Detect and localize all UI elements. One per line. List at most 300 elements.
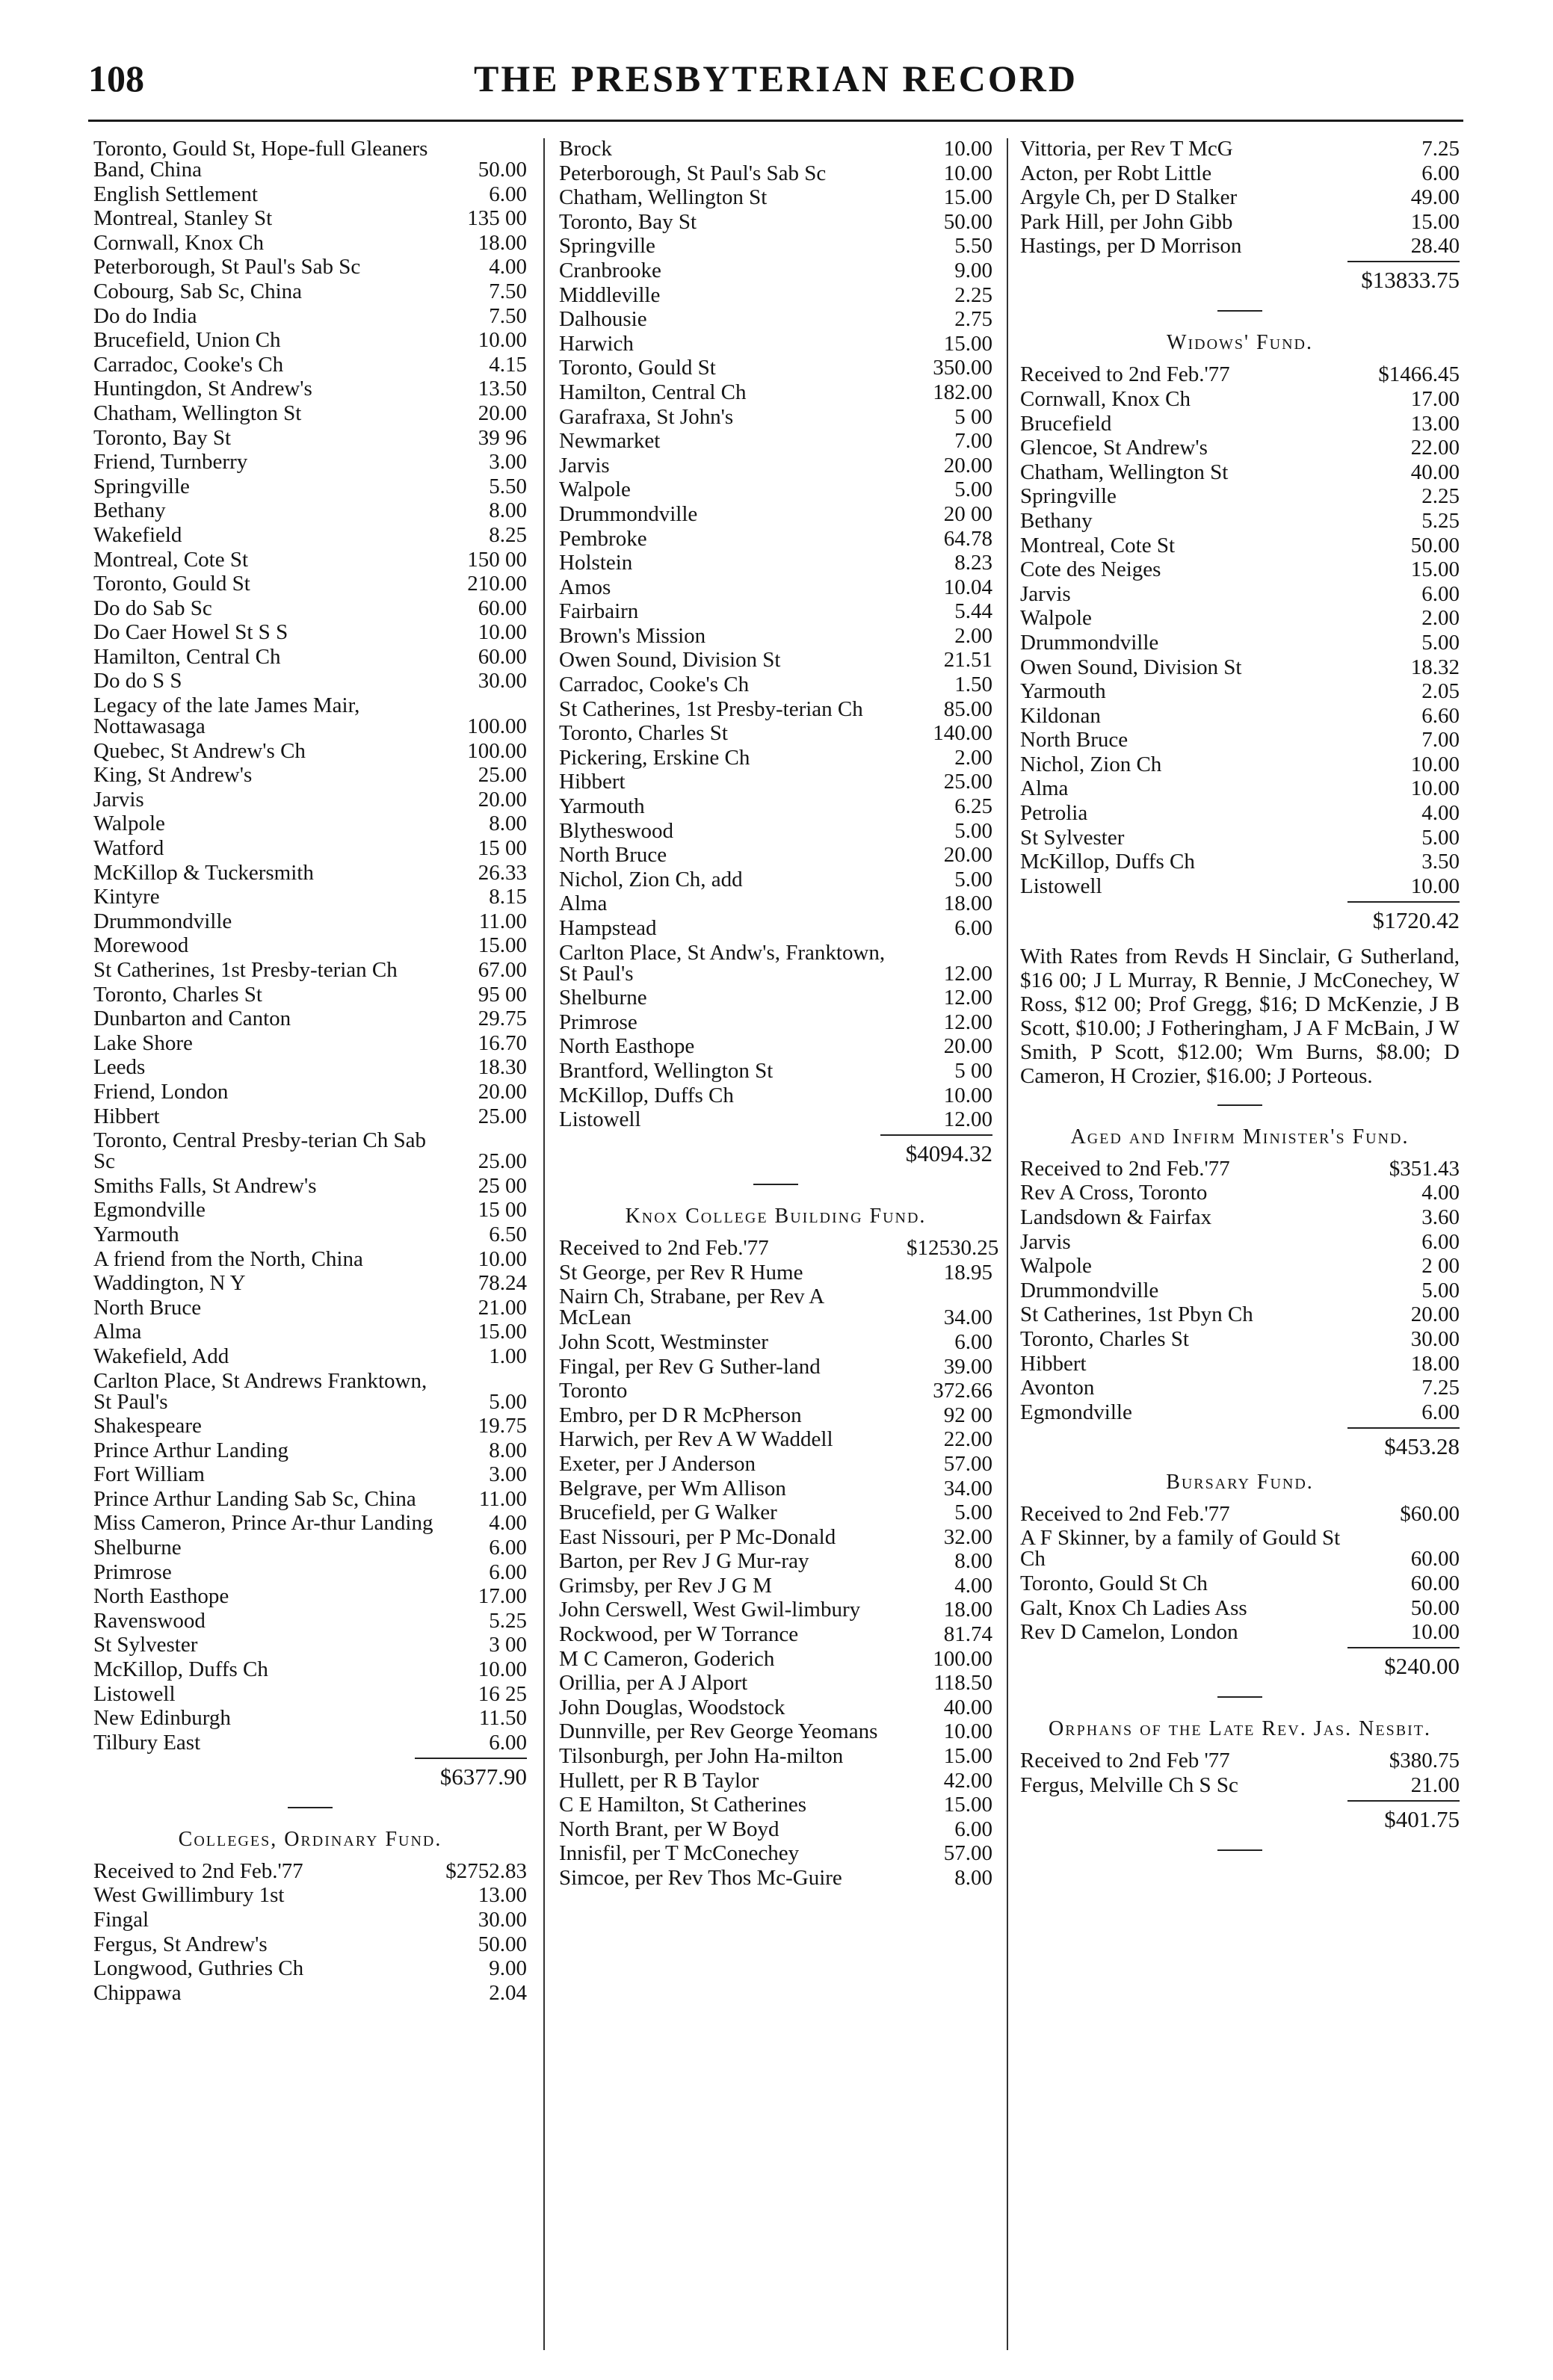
entry-name: Rev D Camelon, London (1020, 1620, 1238, 1645)
entry-name: Primrose (93, 1560, 172, 1584)
ledger-entry (93, 598, 527, 619)
entry-name: Montreal, Cote St (1020, 533, 1176, 557)
entry-name: Jarvis (559, 453, 610, 477)
ledger-entry (1020, 234, 1460, 259)
entry-amount: 3.50 (1421, 850, 1460, 874)
entry-name: Tilbury East (93, 1730, 201, 1755)
ledger-entry (93, 1106, 527, 1127)
entry-name: Simcoe, per Rev Thos Mc-Guire (559, 1866, 842, 1890)
ledger-entry (1020, 1402, 1460, 1423)
ledger-entry (93, 450, 527, 475)
total-amount: $453.28 (1347, 1427, 1460, 1460)
entry-name: Hampstead (559, 916, 657, 940)
ledger-entry (559, 528, 992, 549)
entry-name: Jarvis (1020, 1229, 1071, 1254)
ledger-entry (559, 1085, 992, 1106)
entry-name: Springville (1020, 484, 1117, 509)
total-amount: $4094.32 (880, 1134, 992, 1167)
ledger-entry (93, 1224, 527, 1245)
note-paragraph: With Rates from Revds H Sinclair, G Sutherland, $16 00; J L Murray, R Bennie, J McConechey, W Ross, $12 00; Prof Gregg, $16; D McKenzie, J B Scott, $10.00; J Fotheringham, J A F McBain, J W Smith, P Scott, $12.00; Wm Burns, $8.00; D Cameron, H Crozier, $16.00; J Porteous. (1020, 944, 1460, 1088)
ledger-entry (93, 813, 527, 834)
ledger-entry (93, 1586, 527, 1607)
entry-name: Nairn Ch, Strabane, per Rev A McLean (559, 1285, 824, 1330)
ledger-entry (93, 1958, 527, 1979)
entry-amount: 50.00 (478, 158, 527, 182)
ledger-entry (559, 1721, 992, 1742)
entry-name: Grimsby, per Rev J G M (559, 1573, 772, 1598)
entry-amount: 5.00 (1421, 825, 1460, 850)
column-2 (559, 137, 999, 1892)
entry-amount: 7.25 (1421, 137, 1460, 161)
entry-name: Cote des Neiges (1020, 557, 1161, 582)
entry-name: Smiths Falls, St Andrew's (93, 1173, 317, 1198)
ledger-entry (559, 601, 992, 622)
ledger-entry (93, 476, 527, 497)
entry-name: Prince Arthur Landing Sab Sc, China (93, 1486, 416, 1511)
ledger-entry (559, 747, 992, 768)
entry-amount: 7.00 (954, 429, 992, 454)
entry-amount: 10.00 (478, 328, 527, 353)
ledger-entry (559, 1329, 992, 1354)
entry-name: Yarmouth (1020, 679, 1106, 704)
entry-name: Walpole (1020, 1254, 1092, 1279)
ledger-entry (93, 1982, 527, 2003)
ledger-entry (559, 1478, 992, 1499)
ledger-entry (1020, 606, 1460, 631)
ledger-entry (1020, 413, 1460, 434)
entry-amount: $351.43 (1389, 1156, 1460, 1181)
entry-name: West Gwillimbury 1st (93, 1883, 285, 1908)
entry-name: East Nissouri, per P Mc-Donald (559, 1524, 836, 1549)
entry-amount: 2.75 (954, 307, 992, 332)
entry-amount: 6.50 (489, 1222, 527, 1246)
entry-name: Middleville (559, 282, 661, 307)
entry-name: Do Caer Howel St S S (93, 620, 288, 645)
ledger-entry (1020, 705, 1460, 726)
entry-amount: 10.04 (943, 575, 992, 599)
entry-name: Received to 2nd Feb.'77 (559, 1236, 769, 1261)
entry-amount: 25.00 (943, 770, 992, 794)
ledger-entry (93, 1909, 527, 1930)
entry-name: Springville (93, 474, 190, 498)
ledger-entry (559, 648, 992, 673)
ledger-entry (1020, 1595, 1460, 1620)
ledger-entry (559, 625, 992, 646)
entry-amount: 2.05 (1421, 679, 1460, 704)
entry-name: John Cerswell, West Gwil-limbury (559, 1598, 861, 1622)
ledger-entry (559, 479, 992, 500)
ledger-entry (1020, 1772, 1460, 1797)
section-heading: Aged and Infirm Minister's Fund. (1070, 1125, 1410, 1149)
entry-name: Drummondville (559, 501, 698, 526)
entry-name: Walpole (1020, 606, 1092, 631)
ledger-entry (1020, 632, 1460, 653)
entry-name: McKillop, Duffs Ch (559, 1083, 734, 1107)
entry-amount: 20 00 (943, 501, 992, 526)
entry-amount: 78.24 (478, 1271, 527, 1296)
ledger-entry (559, 869, 992, 890)
entry-amount: 5.25 (489, 1608, 527, 1633)
ledger-entry (93, 1562, 527, 1583)
entry-amount: 6.00 (954, 1329, 992, 1354)
total-amount: $401.75 (1347, 1800, 1460, 1833)
entry-name: Nichol, Zion Ch (1020, 752, 1162, 776)
entry-amount: 21.51 (943, 648, 992, 673)
ledger-entry (559, 1624, 992, 1645)
ledger-entry (93, 1370, 527, 1412)
entry-amount: 15.00 (943, 1744, 992, 1769)
section-heading: Orphans of the Late Rev. Jas. Nesbit. (1049, 1717, 1431, 1741)
entry-name: Yarmouth (559, 794, 645, 819)
entry-amount: 10.00 (943, 137, 992, 161)
entry-amount: 12.00 (943, 986, 992, 1010)
entry-name: North Brant, per W Boyd (559, 1817, 779, 1841)
entry-name: Exeter, per J Anderson (559, 1451, 756, 1476)
entry-amount: 18.00 (478, 230, 527, 255)
ledger-entry (559, 163, 992, 184)
entry-name: Hamilton, Central Ch (93, 644, 281, 669)
entry-name: Toronto, Charles St (93, 982, 262, 1007)
entry-name: Innisfil, per T McConechey (559, 1841, 800, 1866)
column-divider (543, 138, 545, 2350)
entry-amount: 5.44 (954, 599, 992, 624)
entry-amount: 140.00 (933, 721, 992, 746)
entry-name: Brucefield, per G Walker (559, 1500, 777, 1525)
entry-amount: $380.75 (1389, 1749, 1460, 1773)
entry-amount: 2.25 (1421, 484, 1460, 509)
entry-name: Toronto, Charles St (559, 721, 728, 746)
entry-amount: 11.00 (478, 1486, 527, 1511)
entry-amount: 3 00 (489, 1633, 527, 1657)
entry-name: Egmondville (93, 1198, 206, 1223)
entry-amount: 18.32 (1410, 655, 1460, 679)
entry-name: Alma (1020, 776, 1069, 801)
entry-name: Harwich, per Rev A W Waddell (559, 1427, 833, 1452)
ledger-entry (93, 1030, 527, 1055)
ledger-entry (93, 911, 527, 932)
entry-amount: 1.00 (489, 1344, 527, 1368)
ledger-entry (93, 549, 527, 570)
entry-amount: 10.00 (943, 1083, 992, 1107)
entry-name: Alma (559, 891, 608, 916)
entry-amount: 10.00 (1410, 752, 1460, 776)
entry-name: Chatham, Wellington St (559, 185, 768, 210)
entry-name: Toronto, Bay St (93, 425, 232, 450)
ledger-entry (93, 573, 527, 594)
ledger-entry (559, 382, 992, 403)
entry-name: Rev A Cross, Toronto (1020, 1181, 1208, 1205)
entry-name: Kintyre (93, 885, 160, 909)
ledger-entry (559, 211, 992, 232)
ledger-entry (1020, 138, 1460, 159)
entry-amount: 20.00 (943, 453, 992, 477)
entry-name: Prince Arthur Landing (93, 1438, 288, 1462)
entry-amount: 10.00 (478, 1657, 527, 1682)
ledger-entry (1020, 657, 1460, 678)
entry-amount: 5.00 (1421, 1278, 1460, 1302)
entry-name: Do do India (93, 303, 197, 328)
entry-name: Petrolia (1020, 801, 1088, 826)
ledger-entry (93, 1346, 527, 1367)
ledger-entry (559, 1060, 992, 1081)
ledger-entry (93, 281, 527, 302)
entry-amount: 57.00 (943, 1841, 992, 1866)
ledger-entry (93, 1440, 527, 1461)
entry-amount: 5.00 (954, 1500, 992, 1525)
entry-amount: 6.00 (489, 1536, 527, 1560)
entry-name: Hamilton, Central Ch (559, 380, 747, 404)
ledger-entry (93, 1130, 527, 1172)
column-1 (93, 138, 527, 2006)
ledger-entry (559, 1575, 992, 1596)
ledger-entry (1020, 386, 1460, 411)
ledger-entry (559, 987, 992, 1008)
ledger-entry (559, 260, 992, 281)
entry-amount: 7.50 (489, 303, 527, 328)
entry-name: Toronto, Bay St (559, 209, 697, 234)
entry-name: Glencoe, St Andrew's (1020, 436, 1208, 460)
entry-amount: 150 00 (467, 547, 527, 572)
entry-amount: 7.00 (1421, 728, 1460, 752)
ledger-entry (93, 886, 527, 907)
entry-name: Listowell (93, 1681, 176, 1706)
entry-name: Do do Sab Sc (93, 596, 212, 620)
entry-name: Owen Sound, Division St (559, 648, 781, 673)
entry-amount: 34.00 (943, 1305, 992, 1330)
entry-amount: 15.00 (1410, 557, 1460, 582)
ledger-entry (1020, 581, 1460, 606)
entry-name: North Easthope (559, 1034, 695, 1059)
ledger-entry (93, 1537, 527, 1558)
entry-name: McKillop & Tuckersmith (93, 860, 314, 885)
ledger-entry (93, 256, 527, 277)
entry-amount: 22.00 (943, 1427, 992, 1452)
ledger-entry (1020, 681, 1460, 702)
entry-name: Brucefield (1020, 411, 1112, 436)
entry-name: St Catherines, 1st Presby-terian Ch (559, 696, 863, 721)
ledger-entry (1020, 486, 1460, 507)
entry-name: A F Skinner, by a family of Gould St Ch (1020, 1526, 1341, 1571)
ledger-entry (559, 1867, 992, 1888)
entry-name: Fergus, Melville Ch S Sc (1020, 1772, 1238, 1797)
ledger-entry (559, 1356, 992, 1377)
entry-amount: 372.66 (933, 1379, 992, 1403)
entry-amount: 19.75 (478, 1414, 527, 1438)
ledger-entry (1020, 437, 1460, 458)
ledger-entry (93, 1858, 527, 1883)
entry-amount: 5.00 (954, 818, 992, 843)
entry-amount: 2 00 (1421, 1254, 1460, 1279)
entry-name: St Catherines, 1st Presby-terian Ch (93, 958, 398, 982)
entry-amount: 11.00 (478, 909, 527, 933)
column-divider (1007, 138, 1008, 2350)
ledger-entry (93, 1486, 527, 1511)
entry-name: Blytheswood (559, 818, 674, 843)
ledger-entry (93, 328, 527, 353)
entry-amount: 60.00 (1410, 1547, 1460, 1571)
ledger-entry (93, 935, 527, 956)
entry-name: Ravenswood (93, 1608, 206, 1633)
entry-name: Montreal, Cote St (93, 547, 249, 572)
entry-amount: 6.00 (954, 1817, 992, 1841)
entry-amount: 10.00 (1410, 776, 1460, 801)
entry-name: Bethany (93, 498, 166, 523)
entry-amount: 8.00 (489, 498, 527, 523)
entry-name: Drummondville (93, 909, 232, 933)
entry-amount: 5.00 (954, 477, 992, 502)
entry-amount: 20.00 (478, 401, 527, 425)
ledger-entry (93, 646, 527, 667)
entry-name: Carradoc, Cooke's Ch (93, 352, 284, 377)
ledger-entry (93, 1057, 527, 1078)
entry-name: Shakespeare (93, 1414, 202, 1438)
entry-amount: 15.00 (943, 1793, 992, 1817)
entry-name: Drummondville (1020, 1278, 1159, 1302)
ledger-entry (559, 1405, 992, 1426)
entry-amount: 25.00 (478, 763, 527, 788)
ledger-entry (559, 1843, 992, 1864)
ledger-entry (1020, 827, 1460, 848)
section-total (93, 1758, 527, 1790)
entry-name: John Douglas, Woodstock (559, 1695, 785, 1719)
ledger-entry (559, 138, 992, 159)
ledger-entry (93, 838, 527, 859)
entry-amount: 50.00 (1410, 533, 1460, 557)
ledger-entry (559, 723, 992, 744)
ledger-entry (93, 1681, 527, 1706)
entry-amount: 4.00 (1421, 1181, 1460, 1205)
ledger-entry (559, 1819, 992, 1840)
entry-amount: 15.00 (943, 331, 992, 356)
entry-amount: 50.00 (478, 1932, 527, 1956)
entry-amount: 29.75 (478, 1007, 527, 1031)
entry-amount: 85.00 (943, 696, 992, 721)
entry-amount: 13.00 (478, 1883, 527, 1908)
entry-name: Carlton Place, St Andw's, Franktown, St Paul's (559, 940, 886, 986)
entry-amount: 4.00 (489, 1511, 527, 1536)
ledger-entry (559, 1453, 992, 1474)
ledger-entry (559, 1746, 992, 1767)
entry-name: Chatham, Wellington St (93, 401, 302, 425)
ledger-entry (559, 187, 992, 208)
ledger-entry (93, 622, 527, 643)
total-amount: $240.00 (1347, 1647, 1460, 1680)
entry-amount: $1466.45 (1378, 362, 1460, 387)
ledger-entry (559, 1770, 992, 1791)
ledger-entry (1020, 535, 1460, 556)
entry-name: Miss Cameron, Prince Ar-thur Landing (93, 1511, 433, 1536)
ledger-entry (559, 357, 992, 378)
entry-name: Garafraxa, St John's (559, 404, 734, 429)
ledger-entry (559, 552, 992, 573)
ledger-entry (559, 771, 992, 792)
entry-amount: 20.00 (478, 1079, 527, 1104)
entry-name: Pembroke (559, 526, 647, 551)
entry-name: Dalhousie (559, 307, 647, 332)
entry-name: Morewood (93, 933, 189, 958)
entry-amount: 5.00 (954, 867, 992, 891)
ledger-entry (1020, 1207, 1460, 1228)
entry-amount: $2752.83 (445, 1858, 527, 1883)
entry-amount: 40.00 (943, 1695, 992, 1719)
ledger-entry (559, 1502, 992, 1523)
ledger-entry (1020, 187, 1460, 208)
entry-amount: 2.25 (954, 282, 992, 307)
entry-name: Wakefield, Add (93, 1344, 229, 1368)
ledger-entry (93, 184, 527, 205)
entry-amount: 210.00 (467, 572, 527, 596)
entry-amount: 2.04 (489, 1980, 527, 2005)
entry-name: Brantford, Wellington St (559, 1058, 774, 1083)
ledger-entry (1020, 1353, 1460, 1374)
ledger-entry (1020, 211, 1460, 232)
ledger-entry (93, 1511, 527, 1536)
entry-amount: 10.00 (478, 620, 527, 645)
entry-amount: 30.00 (1410, 1327, 1460, 1351)
ledger-entry (93, 1659, 527, 1680)
ledger-entry (559, 282, 992, 307)
entry-name: Peterborough, St Paul's Sab Sc (93, 255, 361, 279)
ledger-entry (559, 1012, 992, 1033)
ledger-entry (93, 763, 527, 788)
entry-name: Received to 2nd Feb.'77 (1020, 362, 1230, 387)
ledger-entry (559, 1697, 992, 1718)
dash-separator (1217, 310, 1262, 312)
ledger-entry (93, 984, 527, 1005)
entry-amount: 34.00 (943, 1476, 992, 1500)
entry-name: Hullett, per R B Taylor (559, 1768, 759, 1793)
ledger-entry (93, 303, 527, 328)
total-amount: $13833.75 (1347, 261, 1460, 294)
entry-amount: 60.00 (478, 644, 527, 669)
entry-amount: 15 00 (478, 1198, 527, 1223)
entry-amount: 60.00 (1410, 1571, 1460, 1595)
entry-name: John Scott, Westminster (559, 1329, 768, 1354)
ledger-entry (1020, 1231, 1460, 1252)
entry-name: Cranbrooke (559, 258, 661, 282)
ledger-entry (93, 1198, 527, 1223)
ledger-entry (559, 1286, 992, 1328)
ledger-entry (93, 427, 527, 448)
entry-name: Argyle Ch, per D Stalker (1020, 185, 1238, 210)
ledger-entry (93, 789, 527, 810)
entry-name: Waddington, N Y (93, 1271, 246, 1296)
ledger-entry (93, 1008, 527, 1029)
entry-amount: 1.50 (954, 673, 992, 697)
ledger-entry (93, 1415, 527, 1436)
entry-name: Hibbert (93, 1104, 160, 1128)
entry-amount: 3.00 (489, 1462, 527, 1487)
entry-name: Hibbert (559, 770, 626, 794)
entry-name: Fairbairn (559, 599, 639, 624)
entry-name: Received to 2nd Feb.'77 (1020, 1501, 1230, 1526)
ledger-entry (93, 862, 527, 883)
ledger-entry (559, 309, 992, 330)
ledger-entry (559, 333, 992, 354)
entry-name: Yarmouth (93, 1222, 179, 1246)
entry-amount: 4.00 (954, 1573, 992, 1598)
ledger-entry (93, 1321, 527, 1342)
section-total (1020, 1800, 1460, 1833)
entry-amount: 16.70 (478, 1030, 527, 1055)
entry-amount: 25.00 (478, 1149, 527, 1174)
ledger-entry (1020, 778, 1460, 799)
entry-name: Springville (559, 234, 655, 259)
entry-name: Hastings, per D Morrison (1020, 234, 1242, 259)
entry-amount: 16 25 (478, 1681, 527, 1706)
entry-name: Barton, per Rev J G Mur-ray (559, 1549, 809, 1574)
entry-amount: 6.00 (489, 1560, 527, 1584)
